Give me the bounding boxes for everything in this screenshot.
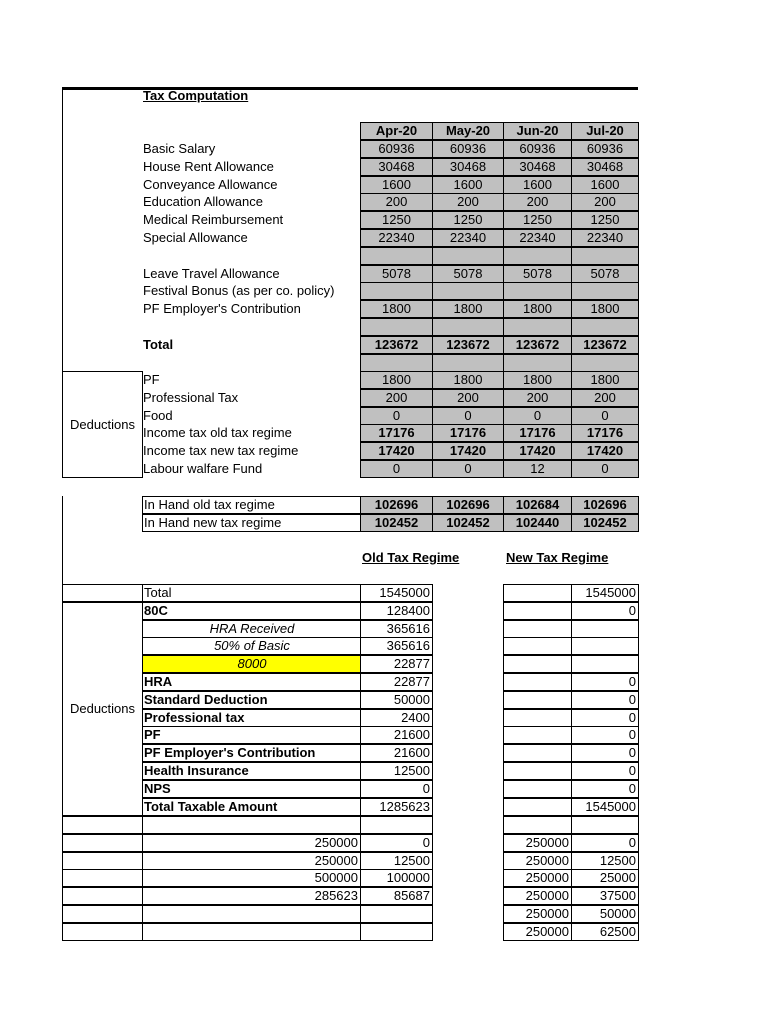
income-cell: 1600 bbox=[360, 176, 433, 194]
income-cell bbox=[432, 282, 504, 300]
income-cell: 30468 bbox=[432, 158, 504, 176]
income-cell: 200 bbox=[571, 193, 639, 211]
income-cell: 1600 bbox=[503, 176, 572, 194]
summary-row-label: HRA bbox=[142, 673, 361, 691]
deduction-cell: 0 bbox=[503, 407, 572, 425]
income-cell: 1800 bbox=[432, 300, 504, 318]
old-regime-value: 2400 bbox=[360, 709, 433, 727]
income-cell: 123672 bbox=[571, 336, 639, 354]
deduction-cell: 17420 bbox=[432, 442, 504, 460]
old-regime-value: 0 bbox=[360, 780, 433, 798]
new-regime-blank bbox=[503, 780, 572, 798]
new-regime-blank bbox=[503, 691, 572, 709]
new-regime-value: 0 bbox=[571, 780, 639, 798]
income-cell: 30468 bbox=[503, 158, 572, 176]
slab-blank-cell bbox=[62, 834, 143, 852]
old-regime-value: 50000 bbox=[360, 691, 433, 709]
income-cell bbox=[360, 318, 433, 336]
income-cell: 1250 bbox=[503, 211, 572, 229]
income-cell: 5078 bbox=[571, 265, 639, 283]
slab-blank-cell bbox=[62, 887, 143, 905]
in-hand-label: In Hand old tax regime bbox=[142, 496, 361, 514]
income-cell: 1800 bbox=[503, 300, 572, 318]
new-regime-blank bbox=[503, 673, 572, 691]
income-cell: 60936 bbox=[432, 140, 504, 158]
deduction-cell: 1800 bbox=[360, 371, 433, 389]
new-slab-amount: 250000 bbox=[503, 869, 572, 887]
summary-row-label: Health Insurance bbox=[142, 762, 361, 780]
summary-blank-cell bbox=[62, 584, 143, 602]
income-cell: 200 bbox=[503, 193, 572, 211]
new-regime-value: 0 bbox=[571, 602, 639, 620]
deduction-cell: 17176 bbox=[571, 424, 639, 442]
summary-row-label: Total bbox=[142, 584, 361, 602]
new-regime-value bbox=[571, 655, 639, 673]
deduction-cell: 0 bbox=[571, 460, 639, 478]
new-regime-blank bbox=[503, 798, 572, 816]
new-regime-value bbox=[571, 637, 639, 655]
in-hand-label: In Hand new tax regime bbox=[142, 514, 361, 532]
income-cell: 60936 bbox=[360, 140, 433, 158]
income-row-label: Education Allowance bbox=[143, 194, 263, 209]
new-regime-heading: New Tax Regime bbox=[506, 550, 609, 565]
new-regime-blank bbox=[503, 726, 572, 744]
deduction-row-label: Income tax old tax regime bbox=[143, 425, 292, 440]
old-regime-value: 22877 bbox=[360, 673, 433, 691]
in-hand-cell: 102440 bbox=[503, 514, 572, 532]
new-slab-amount: 250000 bbox=[503, 887, 572, 905]
new-slab-blank bbox=[503, 816, 572, 834]
income-cell: 123672 bbox=[503, 336, 572, 354]
old-slab-amount bbox=[142, 816, 361, 834]
summary-row-label: PF bbox=[142, 726, 361, 744]
income-row-label: Medical Reimbursement bbox=[143, 212, 284, 227]
income-cell: 30468 bbox=[571, 158, 639, 176]
new-regime-value: 0 bbox=[571, 744, 639, 762]
income-row-label: Total bbox=[143, 337, 174, 352]
income-cell: 22340 bbox=[432, 229, 504, 247]
new-regime-blank bbox=[503, 620, 572, 638]
slab-blank-cell bbox=[62, 923, 143, 941]
new-slab-tax: 37500 bbox=[571, 887, 639, 905]
income-cell bbox=[503, 354, 572, 372]
old-slab-amount bbox=[142, 905, 361, 923]
income-cell: 123672 bbox=[360, 336, 433, 354]
old-regime-value: 21600 bbox=[360, 744, 433, 762]
old-regime-value: 21600 bbox=[360, 726, 433, 744]
deduction-cell: 200 bbox=[360, 389, 433, 407]
new-slab-amount: 250000 bbox=[503, 852, 572, 870]
deduction-cell: 1800 bbox=[432, 371, 504, 389]
income-cell: 1600 bbox=[571, 176, 639, 194]
income-cell bbox=[360, 282, 433, 300]
old-slab-tax bbox=[360, 905, 433, 923]
summary-row-label: 8000 bbox=[142, 655, 361, 673]
new-regime-value: 0 bbox=[571, 762, 639, 780]
in-hand-cell: 102452 bbox=[360, 514, 433, 532]
new-slab-blank bbox=[571, 816, 639, 834]
income-cell bbox=[432, 354, 504, 372]
new-regime-blank bbox=[503, 744, 572, 762]
slab-blank-cell bbox=[62, 816, 143, 834]
sheet-title: Tax Computation bbox=[143, 88, 249, 103]
summary-row-label: Professional tax bbox=[142, 709, 361, 727]
income-cell: 5078 bbox=[432, 265, 504, 283]
income-cell: 60936 bbox=[503, 140, 572, 158]
summary-row-label: NPS bbox=[142, 780, 361, 798]
new-slab-amount: 250000 bbox=[503, 834, 572, 852]
summary-row-label: 80C bbox=[142, 602, 361, 620]
in-hand-cell: 102696 bbox=[432, 496, 504, 514]
in-hand-cell: 102452 bbox=[432, 514, 504, 532]
new-regime-blank bbox=[503, 637, 572, 655]
deduction-row-label: Labour walfare Fund bbox=[143, 461, 263, 476]
new-regime-blank bbox=[503, 709, 572, 727]
new-slab-tax: 50000 bbox=[571, 905, 639, 923]
deduction-cell: 17176 bbox=[503, 424, 572, 442]
income-cell: 1250 bbox=[432, 211, 504, 229]
income-cell bbox=[503, 282, 572, 300]
slab-blank-cell bbox=[62, 852, 143, 870]
deduction-cell: 17420 bbox=[503, 442, 572, 460]
in-hand-cell: 102452 bbox=[571, 514, 639, 532]
new-regime-value: 1545000 bbox=[571, 584, 639, 602]
income-cell bbox=[571, 282, 639, 300]
old-slab-amount: 285623 bbox=[142, 887, 361, 905]
income-cell: 60936 bbox=[571, 140, 639, 158]
deduction-row-label: Income tax new tax regime bbox=[143, 443, 299, 458]
new-slab-tax: 62500 bbox=[571, 923, 639, 941]
deduction-cell: 1800 bbox=[503, 371, 572, 389]
deduction-cell: 12 bbox=[503, 460, 572, 478]
income-cell bbox=[360, 247, 433, 265]
income-cell: 200 bbox=[432, 193, 504, 211]
income-cell bbox=[571, 247, 639, 265]
slab-blank-cell bbox=[62, 869, 143, 887]
month-header: Jul-20 bbox=[571, 122, 639, 140]
old-regime-value: 22877 bbox=[360, 655, 433, 673]
month-header: Jun-20 bbox=[503, 122, 572, 140]
new-regime-value: 1545000 bbox=[571, 798, 639, 816]
old-slab-tax: 85687 bbox=[360, 887, 433, 905]
old-slab-tax: 0 bbox=[360, 834, 433, 852]
income-cell bbox=[432, 318, 504, 336]
new-regime-blank bbox=[503, 602, 572, 620]
income-cell bbox=[503, 318, 572, 336]
slab-blank-cell bbox=[62, 905, 143, 923]
old-slab-amount bbox=[142, 923, 361, 941]
new-slab-amount: 250000 bbox=[503, 905, 572, 923]
new-slab-tax: 25000 bbox=[571, 869, 639, 887]
income-cell: 30468 bbox=[360, 158, 433, 176]
old-slab-tax bbox=[360, 816, 433, 834]
new-slab-amount: 250000 bbox=[503, 923, 572, 941]
deduction-cell: 0 bbox=[360, 460, 433, 478]
deduction-cell: 17176 bbox=[360, 424, 433, 442]
summary-deductions-label: Deductions bbox=[62, 602, 143, 816]
deduction-cell: 0 bbox=[360, 407, 433, 425]
income-cell: 200 bbox=[360, 193, 433, 211]
income-cell: 1250 bbox=[360, 211, 433, 229]
income-row-label: Conveyance Allowance bbox=[143, 177, 278, 192]
deduction-cell: 200 bbox=[432, 389, 504, 407]
income-cell: 22340 bbox=[571, 229, 639, 247]
deduction-cell: 200 bbox=[571, 389, 639, 407]
deduction-cell: 17420 bbox=[571, 442, 639, 460]
new-regime-value: 0 bbox=[571, 709, 639, 727]
deduction-cell: 1800 bbox=[571, 371, 639, 389]
summary-row-label: Standard Deduction bbox=[142, 691, 361, 709]
income-cell: 22340 bbox=[360, 229, 433, 247]
new-regime-value: 0 bbox=[571, 726, 639, 744]
in-hand-cell: 102696 bbox=[360, 496, 433, 514]
old-slab-amount: 250000 bbox=[142, 834, 361, 852]
summary-row-label: PF Employer's Contribution bbox=[142, 744, 361, 762]
income-row-label: Leave Travel Allowance bbox=[143, 266, 280, 281]
income-cell bbox=[360, 354, 433, 372]
new-regime-blank bbox=[503, 584, 572, 602]
deduction-row-label: Professional Tax bbox=[143, 390, 239, 405]
deduction-cell: 0 bbox=[571, 407, 639, 425]
old-regime-value: 128400 bbox=[360, 602, 433, 620]
income-cell bbox=[571, 354, 639, 372]
old-regime-value: 365616 bbox=[360, 620, 433, 638]
income-cell: 1600 bbox=[432, 176, 504, 194]
new-regime-value bbox=[571, 620, 639, 638]
month-header: Apr-20 bbox=[360, 122, 433, 140]
income-cell: 123672 bbox=[432, 336, 504, 354]
month-header: May-20 bbox=[432, 122, 504, 140]
deduction-row-label: Food bbox=[143, 408, 173, 423]
summary-row-label: Total Taxable Amount bbox=[142, 798, 361, 816]
income-cell: 5078 bbox=[503, 265, 572, 283]
deduction-cell: 0 bbox=[432, 407, 504, 425]
income-row-label: House Rent Allowance bbox=[143, 159, 274, 174]
new-slab-tax: 0 bbox=[571, 834, 639, 852]
left-border-mid bbox=[62, 496, 63, 588]
income-cell: 1800 bbox=[571, 300, 639, 318]
old-slab-tax: 100000 bbox=[360, 869, 433, 887]
summary-row-label: HRA Received bbox=[142, 620, 361, 638]
income-cell bbox=[503, 247, 572, 265]
old-regime-value: 1285623 bbox=[360, 798, 433, 816]
deduction-cell: 17420 bbox=[360, 442, 433, 460]
deduction-cell: 0 bbox=[432, 460, 504, 478]
left-border-top bbox=[62, 87, 63, 372]
income-row-label: Special Allowance bbox=[143, 230, 248, 245]
summary-row-label: 50% of Basic bbox=[142, 637, 361, 655]
income-row-label: PF Employer's Contribution bbox=[143, 301, 301, 316]
old-regime-value: 12500 bbox=[360, 762, 433, 780]
new-slab-tax: 12500 bbox=[571, 852, 639, 870]
old-slab-amount: 500000 bbox=[142, 869, 361, 887]
old-regime-heading: Old Tax Regime bbox=[362, 550, 460, 565]
deduction-label-border bbox=[142, 371, 143, 478]
old-slab-tax: 12500 bbox=[360, 852, 433, 870]
new-regime-value: 0 bbox=[571, 691, 639, 709]
income-cell bbox=[571, 318, 639, 336]
income-cell: 5078 bbox=[360, 265, 433, 283]
old-slab-tax bbox=[360, 923, 433, 941]
income-cell: 1800 bbox=[360, 300, 433, 318]
old-slab-amount: 250000 bbox=[142, 852, 361, 870]
deduction-cell: 17176 bbox=[432, 424, 504, 442]
new-regime-value: 0 bbox=[571, 673, 639, 691]
income-cell: 1250 bbox=[571, 211, 639, 229]
income-cell bbox=[432, 247, 504, 265]
deductions-group-label: Deductions bbox=[62, 371, 143, 478]
income-row-label: Basic Salary bbox=[143, 141, 216, 156]
new-regime-blank bbox=[503, 655, 572, 673]
income-row-label: Festival Bonus (as per co. policy) bbox=[143, 283, 335, 298]
new-regime-blank bbox=[503, 762, 572, 780]
deduction-row-label: PF bbox=[143, 372, 160, 387]
in-hand-cell: 102684 bbox=[503, 496, 572, 514]
deduction-cell: 200 bbox=[503, 389, 572, 407]
income-cell: 22340 bbox=[503, 229, 572, 247]
in-hand-cell: 102696 bbox=[571, 496, 639, 514]
old-regime-value: 1545000 bbox=[360, 584, 433, 602]
old-regime-value: 365616 bbox=[360, 637, 433, 655]
